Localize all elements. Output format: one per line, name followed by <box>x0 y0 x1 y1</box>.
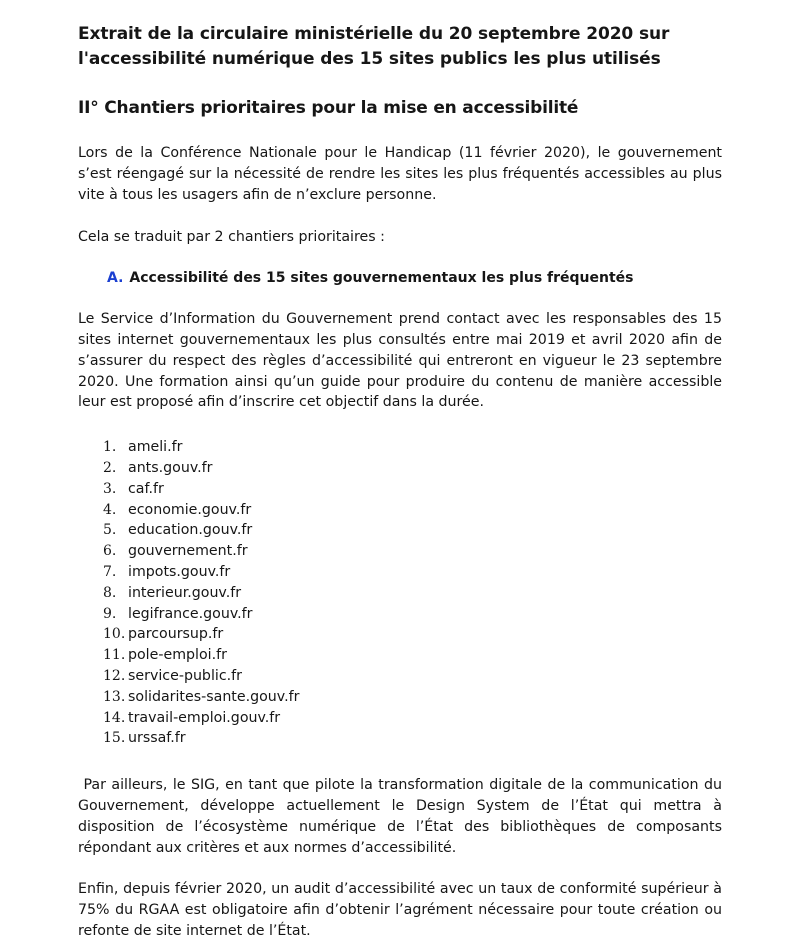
list-item-number: 7. <box>103 563 117 580</box>
list-item <box>78 624 722 645</box>
list-item-site: pole-emploi.fr <box>128 647 227 664</box>
sites-list <box>78 437 722 749</box>
list-item-number: 8. <box>103 584 117 601</box>
list-item-site: gouvernement.fr <box>128 543 248 560</box>
chantiers-paragraph: Cela se traduit par 2 chantiers prioritaires : <box>78 229 385 246</box>
list-item <box>78 500 722 521</box>
list-item-site: service-public.fr <box>128 667 242 684</box>
list-item-number: 10. <box>103 626 126 643</box>
list-item-number: 5. <box>103 522 117 539</box>
subsection-letter: A. <box>107 270 124 287</box>
list-item-site: urssaf.fr <box>128 730 186 747</box>
list-item-site: ants.gouv.fr <box>128 459 213 476</box>
list-item <box>78 437 722 458</box>
intro-paragraph: Lors de la Conférence Nationale pour le Handicap (11 février 2020), le gouvernement s’est réengagé sur la nécessité de rendre les sites les plus fréquentés accessibles au plus vite à tous les usagers afin de n’exclure personne. <box>78 145 722 203</box>
list-item <box>78 687 722 708</box>
sig-paragraph: Le Service d’Information du Gouvernement prend contact avec les responsables des 15 sites internet gouvernementaux les plus consultés entre mai 2019 et avril 2020 afin de s’assurer du respect des règles d’accessibilité qui entreront en vigueur le 23 septembre 2020. Une formation ainsi qu’un guide pour produire du contenu de manière accessible leur est proposé afin d’inscrire cet objectif dans la durée. <box>78 311 722 411</box>
list-item <box>78 520 722 541</box>
list-item <box>78 645 722 666</box>
list-item-number: 2. <box>103 459 117 476</box>
list-item-number: 13. <box>103 688 126 705</box>
document-title-line-2: l'accessibilité numérique des 15 sites publics les plus utilisés <box>78 49 661 69</box>
subsection-heading <box>107 267 722 289</box>
document-page <box>78 22 727 942</box>
list-item <box>78 666 722 687</box>
section-title: II° Chantiers prioritaires pour la mise en accessibilité <box>78 98 579 118</box>
list-item-number: 9. <box>103 605 117 622</box>
list-item <box>78 708 722 729</box>
list-item <box>78 583 722 604</box>
list-item-number: 3. <box>103 480 117 497</box>
list-item-number: 15. <box>103 730 126 747</box>
list-item <box>78 541 722 562</box>
subsection-title: Accessibilité des 15 sites gouvernementaux les plus fréquentés <box>129 270 634 287</box>
list-item-number: 1. <box>103 439 117 456</box>
list-item-number: 4. <box>103 501 117 518</box>
list-item-number: 12. <box>103 667 126 684</box>
list-item-site: caf.fr <box>128 480 164 497</box>
list-item-site: impots.gouv.fr <box>128 563 231 580</box>
list-item-site: parcoursup.fr <box>128 626 224 643</box>
list-item <box>78 479 722 500</box>
document-title-line-1: Extrait de la circulaire ministérielle du 20 septembre 2020 sur <box>78 24 670 44</box>
list-item <box>78 562 722 583</box>
audit-paragraph: Enfin, depuis février 2020, un audit d’accessibilité avec un taux de conformité supérieur à 75% du RGAA est obligatoire afin d’obtenir l’agrément nécessaire pour toute création ou refonte de site internet de l’État. <box>78 881 722 939</box>
list-item <box>78 728 722 749</box>
list-item-number: 11. <box>103 647 126 664</box>
list-item-number: 6. <box>103 543 117 560</box>
list-item <box>78 458 722 479</box>
list-item-site: travail-emploi.gouv.fr <box>128 709 281 726</box>
list-item-number: 14. <box>103 709 126 726</box>
list-item-site: solidarites-sante.gouv.fr <box>128 688 300 705</box>
list-item-site: interieur.gouv.fr <box>128 584 242 601</box>
list-item-site: ameli.fr <box>128 439 183 456</box>
list-item-site: economie.gouv.fr <box>128 501 252 518</box>
list-item-site: education.gouv.fr <box>128 522 253 539</box>
design-system-paragraph: Par ailleurs, le SIG, en tant que pilote la transformation digitale de la communication du Gouvernement, développe actuellement le Design System de l’État qui mettra à disposition de l’écosystème numérique de l’État des bibliothèques de composants répondant aux critères et aux normes d’accessibilité. <box>78 777 727 856</box>
document-title <box>78 22 722 72</box>
list-item <box>78 604 722 625</box>
list-item-site: legifrance.gouv.fr <box>128 605 253 622</box>
